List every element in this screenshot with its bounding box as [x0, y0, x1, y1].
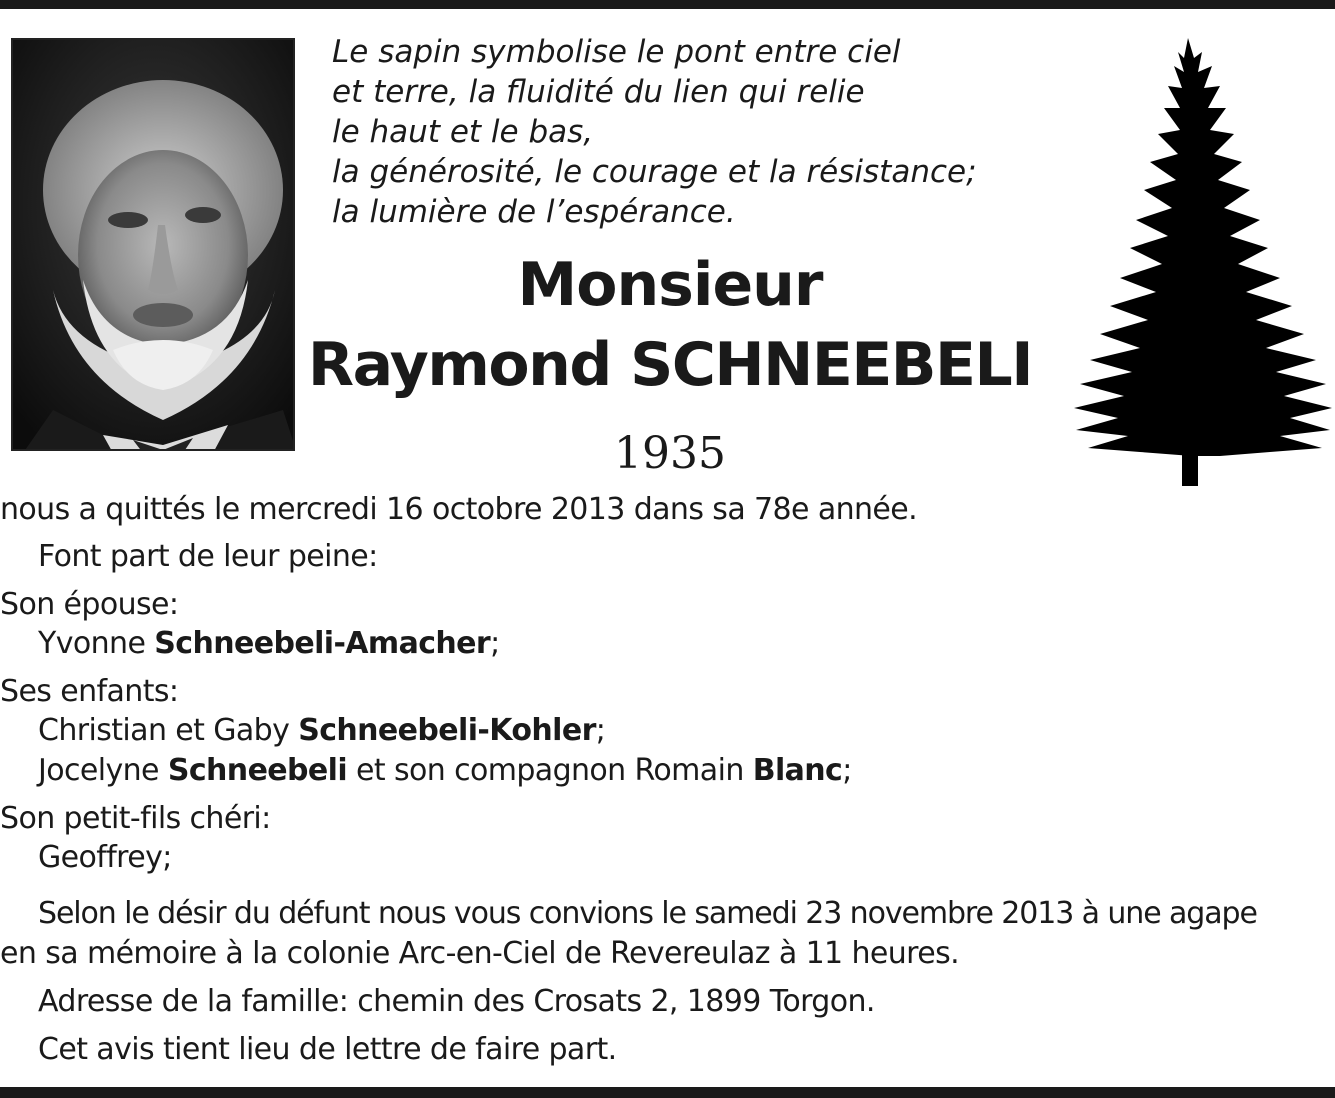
- child-line: [38, 711, 605, 751]
- poem-line: la lumière de l’espérance.: [332, 194, 736, 230]
- punctuation: ;: [595, 713, 606, 748]
- child-surname: Schneebeli: [167, 753, 348, 788]
- poem-line: le haut et le bas,: [332, 114, 594, 150]
- grandson-label: Son petit-fils chéri:: [0, 801, 271, 836]
- fir-tree-icon: [1070, 38, 1335, 488]
- notice-statement: Cet avis tient lieu de lettre de faire part.: [38, 1032, 617, 1067]
- bottom-rule: [0, 1087, 1335, 1098]
- family-address: Adresse de la famille: chemin des Crosats 2, 1899 Torgon.: [38, 984, 875, 1019]
- spouse-first-name: Yvonne: [38, 626, 155, 661]
- intro-line: Font part de leur peine:: [38, 539, 378, 574]
- poem: [332, 32, 992, 232]
- partner-text: et son compagnon Romain: [347, 753, 753, 788]
- punctuation: ;: [490, 626, 500, 661]
- child-first-names: Christian et Gaby: [38, 713, 299, 748]
- honorific-title: Monsieur: [517, 250, 823, 320]
- punctuation: ;: [842, 753, 852, 788]
- announcement: nous a quittés le mercredi 16 octobre 2013 dans sa 78e année.: [0, 492, 918, 527]
- top-rule: [0, 0, 1335, 9]
- birth-year: 1935: [614, 428, 726, 479]
- deceased-name: Raymond SCHNEEBELI: [307, 330, 1033, 400]
- child-surname: Schneebeli-Kohler: [298, 713, 596, 748]
- agape-line-1: Selon le désir du défunt nous vous convions le samedi 23 novembre 2013 à une agape: [38, 896, 1257, 931]
- spouse-label: Son épouse:: [0, 587, 179, 622]
- poem-line: et terre, la fluidité du lien qui relie: [332, 74, 865, 110]
- child-first-name: Jocelyne: [38, 753, 168, 788]
- poem-line: la générosité, le courage et la résistance;: [332, 154, 977, 190]
- children-label: Ses enfants:: [0, 674, 179, 709]
- partner-surname: Blanc: [752, 753, 843, 788]
- spouse-line: [38, 624, 500, 664]
- agape-line-2: en sa mémoire à la colonie Arc-en-Ciel de Revereulaz à 11 heures.: [0, 936, 960, 971]
- poem-line: Le sapin symbolise le pont entre ciel: [332, 34, 901, 70]
- portrait-photo: [11, 38, 295, 451]
- grandson-line: Geoffrey;: [38, 840, 172, 875]
- child-line: [38, 751, 852, 791]
- spouse-surname: Schneebeli-Amacher: [154, 626, 491, 661]
